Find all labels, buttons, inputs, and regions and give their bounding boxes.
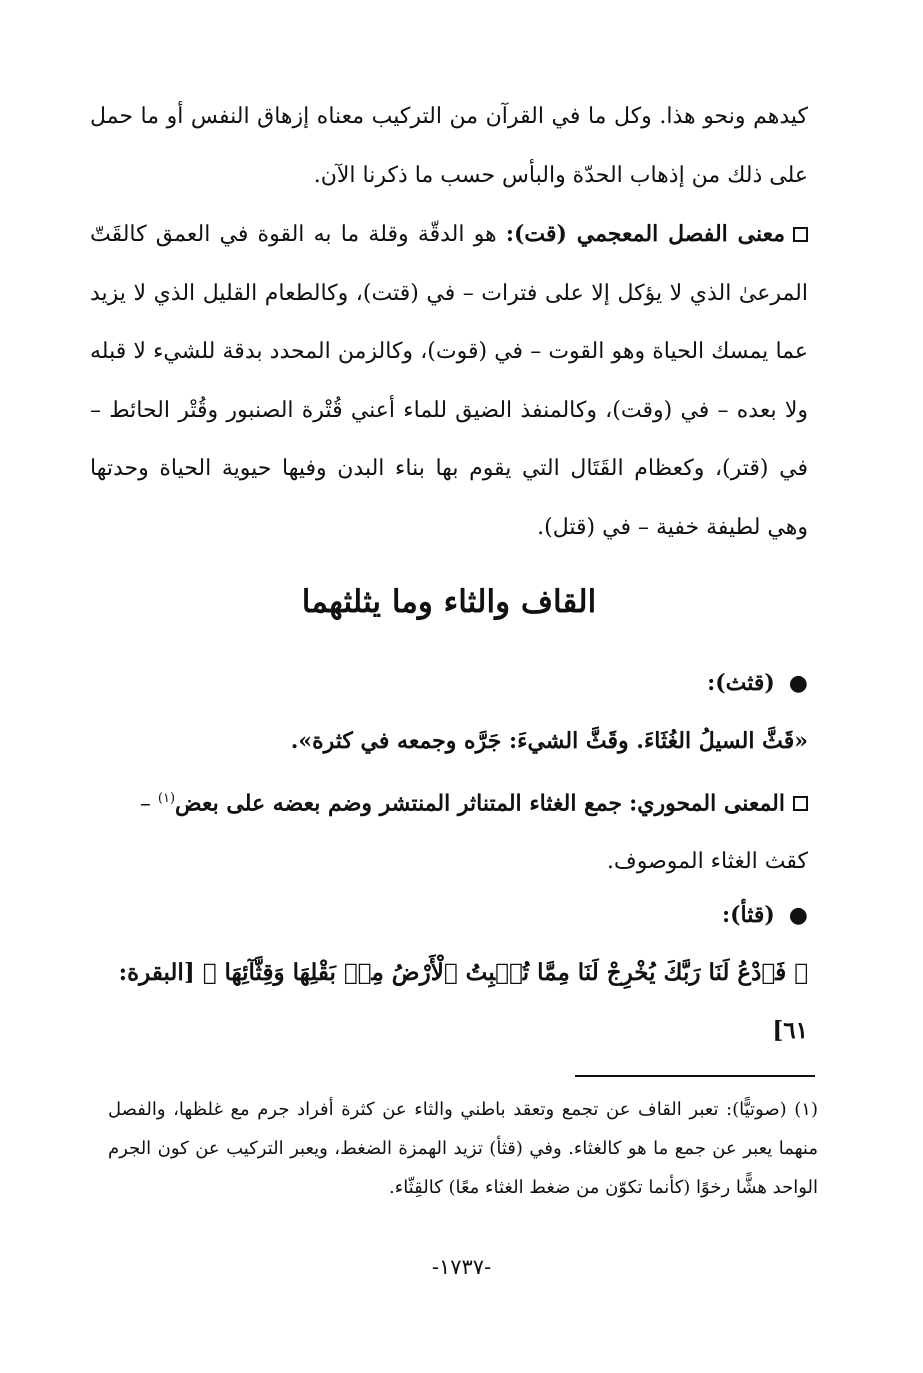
entry-qthth	[90, 654, 808, 891]
core-meaning-text: جمع الغثاء المتناثر المنتشر وضم بعضه على بعض	[175, 790, 623, 817]
lexical-meaning-label: معنى الفصل المعجمي (قت):	[505, 221, 785, 247]
intro-paragraph-2	[90, 205, 808, 557]
square-marker-icon	[793, 227, 808, 242]
page-number: -١٧٣٧-	[431, 1255, 492, 1279]
verse-reference: [البقرة: ٦١]	[118, 959, 808, 1044]
footnote-divider	[575, 1075, 815, 1077]
intro-paragraph-1: كيدهم ونحو هذا. وكل ما في القرآن من التركيب معناه إزهاق النفس أو ما حمل على ذلك من إذهاب الحدّة والبأس حسب ما ذكرنا الآن.	[90, 104, 808, 188]
entry-headword	[90, 654, 808, 712]
section-title: القاف والثاء وما يثلثهما	[301, 584, 597, 620]
lexical-meaning-text: هو الدقّة وقلة ما به القوة في العمق كالقَتّ المرعىٰ الذي لا يؤكل إلا على فترات – في (قتت)، وكالطعام القليل الذي لا يزيد عما يمسك الحياة وهو القوت – في (قوت)، وكالزمن المحدد بدقة للشيء لا قبله ولا بعده – في (وقت)، وكالمنفذ الضيق للماء أعني قُتْرة الصنبور وقُتْر الحائط – في (قتر)، وكعظام القَتَال التي يقوم بها بناء البدن وفيها حيوية الحياة وحدتها وهي لطيفة خفية – في (قتل).	[90, 222, 808, 540]
footnote-text: (١) (صوتيًّا): تعبر القاف عن تجمع وتعقد باطني والثاء عن كثرة أفراد جرم مع غلظها، والفصل منهما يعبر عن جمع ما هو كالغثاء. وفي (قثأ) تزيد الهمزة الضغط، ويعبر التركيب عن كون الجرم الواحد هشًّا رخوًا (كأنما تكوّن من ضغط الغثاء معًا) كالقِثّاء.	[108, 1099, 818, 1198]
quran-verse	[90, 944, 808, 1060]
entry-qtha	[90, 886, 808, 1060]
headword-text: (قثث):	[707, 670, 775, 696]
intro-text	[90, 88, 808, 557]
bullet-icon: ●	[788, 670, 808, 696]
entry-headword	[90, 886, 808, 944]
verse-text: ﴿ فَٱدْعُ لَنَا رَبَّكَ يُخْرِجْ لَنَا مِمَّا تُنۢبِتُ ٱلْأَرْضُ مِنۢ بَقْلِهَا وَقِثَّآئِهَا ﴾	[202, 959, 808, 986]
bullet-icon: ●	[788, 902, 808, 928]
square-marker-icon	[793, 796, 808, 811]
core-meaning-paragraph	[90, 770, 808, 891]
footnote-reference: (١)	[157, 791, 176, 806]
entry-quote: «قَثَّ السيلُ الغُثَاءَ. وقَثَّ الشيءَ: جَرَّه وجمعه في كثرة».	[290, 728, 808, 754]
core-meaning-tail: – كقث الغثاء الموصوف.	[139, 791, 808, 875]
headword-text: (قثأ):	[721, 902, 775, 928]
core-meaning-label: المعنى المحوري:	[629, 790, 785, 817]
